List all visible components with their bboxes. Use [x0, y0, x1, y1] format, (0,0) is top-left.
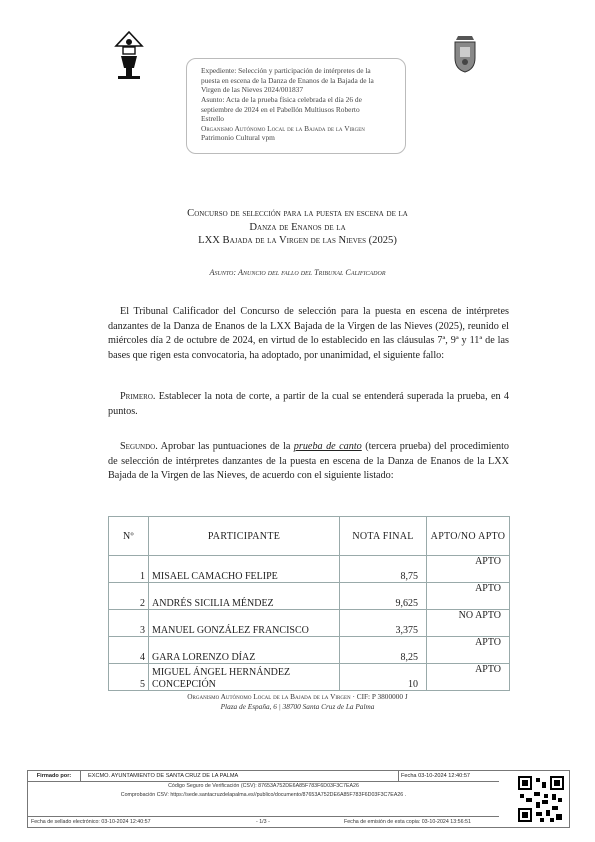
reference-organismo-line: Organismo Autónomo Local de la Bajada de la Virgen — [201, 123, 365, 133]
csv-code: Código Seguro de Verificación (CSV): 87653A752DE6A85F783F6D03F3C7EA26 — [168, 783, 359, 789]
header-participant: PARTICIPANTE — [149, 517, 340, 556]
intro-paragraph: El Tribunal Calificador del Concurso de selección para la puesta en escena de intérpretes danzantes de la Danza de Enanos de la LXX Bajada de la Virgen de las Nieves (2025), reunido el miércoles día 2 de octubre de 2024, en virtud de lo establecido en las cláusulas 7ª, 9ª y 11ª de las bases que rigen esta convocatoria, ha adoptado, por unanimidad, el siguiente fallo: — [108, 306, 509, 361]
primero-paragraph — [108, 390, 509, 419]
row-number: 1 — [109, 556, 149, 583]
row-score: 3,375 — [340, 610, 427, 637]
title-line: Concurso de selección para la puesta en escena de la — [187, 208, 408, 219]
row-score: 9,625 — [340, 583, 427, 610]
row-number: 4 — [109, 637, 149, 664]
page-number: - 1/3 - — [256, 819, 270, 825]
signature-verification — [28, 782, 499, 800]
row-status: APTO — [427, 583, 510, 610]
reference-organismo-line: Patrimonio Cultural vpm — [201, 133, 275, 142]
sealed-date: Fecha de sellado electrónico: 03-10-2024 12:40:57 — [31, 819, 151, 825]
institution-address: Plaza de España, 6 | 38700 Santa Cruz de La Palma — [220, 702, 375, 711]
signature-date: Fecha 03-10-2024 12:40:57 — [398, 771, 502, 781]
institution-line: Organismo Autónomo Local de la Bajada de la Virgen · CIF: P 3800000 J — [187, 692, 408, 701]
segundo-text-a: Aprobar las puntuaciones de la — [157, 441, 294, 452]
coat-of-arms-icon — [448, 34, 482, 74]
segundo-emphasis: prueba de canto — [293, 441, 362, 452]
table-row — [109, 610, 510, 637]
title-line: LXX Bajada de la Virgen de las Nieves (2025) — [198, 235, 397, 246]
row-score: 8,25 — [340, 637, 427, 664]
row-status: NO APTO — [427, 610, 510, 637]
results-table — [108, 516, 510, 691]
row-number: 2 — [109, 583, 149, 610]
table-row — [109, 583, 510, 610]
qr-code-icon — [516, 774, 566, 824]
table-row — [109, 664, 510, 691]
row-status: APTO — [427, 637, 510, 664]
row-number: 3 — [109, 610, 149, 637]
table-header-row — [109, 517, 510, 556]
reference-expediente-line: Virgen de las Nieves 2024/001837 — [201, 85, 304, 94]
segundo-text-b: (tercera prueba) del procedimiento de selección de intérpretes danzantes de la puesta en escena de la Danza de Enanos de la LXX Bajada de la Virgen de las Nieves, de acuerdo con el siguiente listado: — [108, 441, 509, 481]
table-row — [109, 556, 510, 583]
row-status: APTO — [427, 664, 510, 691]
row-number: 5 — [109, 664, 149, 691]
signature-block — [27, 770, 570, 828]
primero-label: Primero. — [120, 391, 156, 402]
reference-asunto-line: septiembre de 2024 en el Pabellón Multiusos Roberto — [201, 104, 360, 114]
row-participant: GARA LORENZO DÍAZ — [149, 637, 340, 664]
reference-expediente-line: puesta en escena de la Danza de Enanos de la Bajada de la — [201, 75, 374, 85]
title-line: Danza de Enanos de la — [249, 221, 346, 233]
header-number: Nº — [109, 517, 149, 556]
segundo-label: Segundo. — [120, 441, 158, 452]
reference-asunto-line: Asunto: Acta de la prueba física celebrada el día 26 de — [201, 95, 362, 104]
row-participant: ANDRÉS SICILIA MÉNDEZ — [149, 583, 340, 610]
signature-header-row — [28, 771, 499, 782]
row-score: 8,75 — [340, 556, 427, 583]
reference-asunto-line: Estrello — [201, 114, 224, 123]
header-status: APTO/NO APTO — [427, 517, 510, 556]
row-participant: MIGUEL ÁNGEL HERNÁNDEZ CONCEPCIÓN — [149, 664, 340, 691]
institution-footer — [0, 692, 595, 712]
firmado-value: EXCMO. AYUNTAMIENTO DE SANTA CRUZ DE LA PALMA — [88, 773, 239, 779]
reference-expediente-line: Expediente: Selección y participación de intérpretes de la — [201, 66, 371, 75]
document-reference-box — [186, 58, 406, 154]
csv-verification-link[interactable]: Comprobación CSV: https://sede.santacruzdelapalma.es//publico/documento/87653A752DE6A85F783F6D03F3C7EA26 . — [120, 792, 407, 798]
primero-text: Establecer la nota de corte, a partir de la cual se entenderá superada la prueba, en 4 puntos. — [108, 391, 509, 417]
copy-issue-date: Fecha de emisión de esta copia: 03-10-2024 13:56:51 — [344, 819, 471, 825]
document-title — [0, 207, 595, 248]
row-participant: MANUEL GONZÁLEZ FRANCISCO — [149, 610, 340, 637]
document-subject: Asunto: Anuncio del fallo del Tribunal Calificador — [209, 268, 386, 277]
signature-footer-row — [28, 816, 499, 827]
row-participant: MISAEL CAMACHO FELIPE — [149, 556, 340, 583]
row-status: APTO — [427, 556, 510, 583]
municipal-logo-left — [112, 30, 146, 82]
table-row — [109, 637, 510, 664]
segundo-paragraph — [108, 440, 509, 484]
header-score: NOTA FINAL — [340, 517, 427, 556]
firmado-label: Firmado por: — [28, 771, 81, 781]
row-score: 10 — [340, 664, 427, 691]
